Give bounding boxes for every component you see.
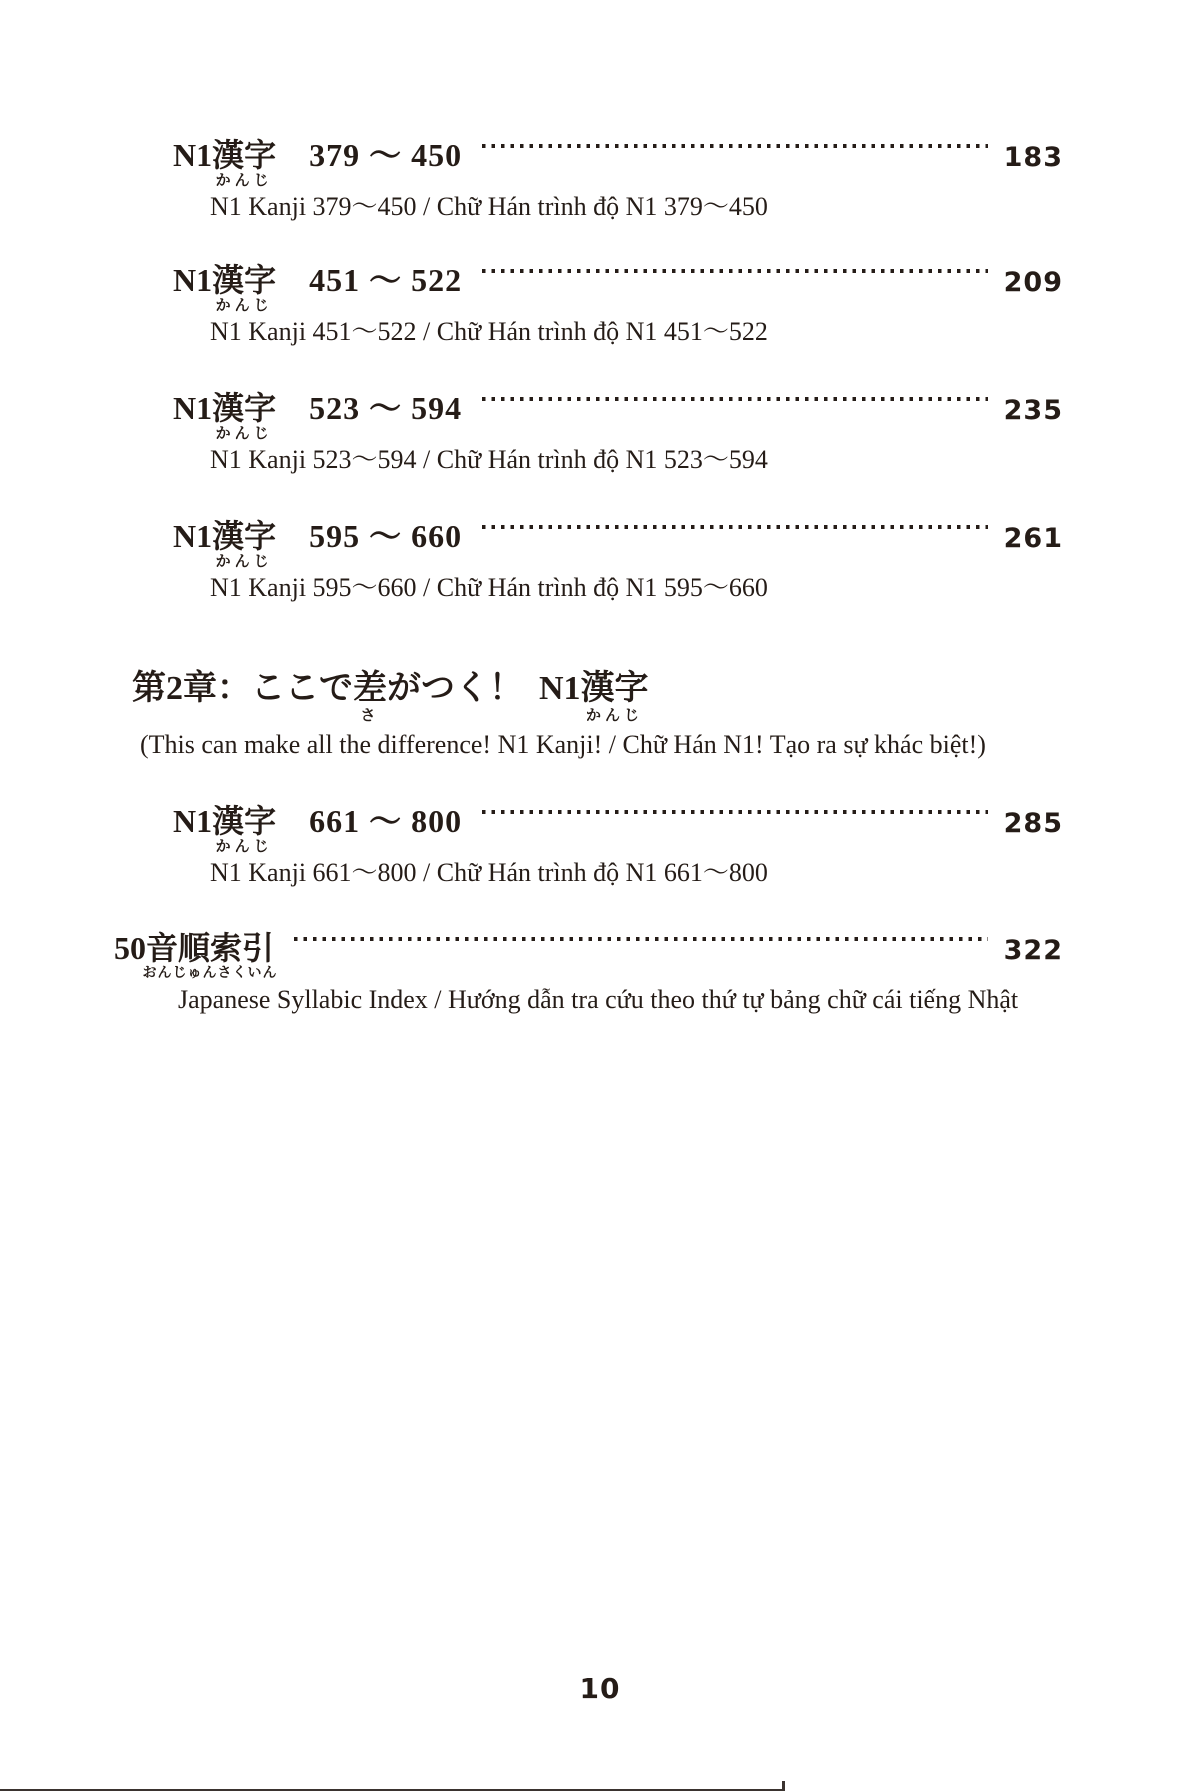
page-number: 261	[1003, 523, 1063, 554]
dot-leader	[482, 144, 987, 147]
toc-entry	[173, 137, 1063, 221]
entry-title-kanji: 漢字	[212, 137, 277, 173]
page-number: 235	[1003, 395, 1063, 426]
entry-title	[173, 262, 463, 314]
entry-subtitle: N1 Kanji 661〜800 / Chữ Hán trình độ N1 661〜800	[210, 858, 768, 887]
chapter-heading-block	[132, 670, 1092, 759]
entry-title	[173, 518, 463, 570]
entry-title-kanji: 漢字	[212, 803, 277, 839]
furigana: かんじ	[215, 298, 273, 314]
entry-subtitle: N1 Kanji 379〜450 / Chữ Hán trình độ N1 379〜450	[210, 192, 768, 221]
scan-edge-tick	[782, 1781, 785, 1791]
entry-title-kanji-ruby	[212, 518, 277, 570]
entry-title-kanji: 漢字	[212, 518, 277, 554]
entry-title	[173, 803, 463, 855]
entry-title-prefix: N1	[173, 262, 213, 298]
index-title-kanji-ruby	[142, 930, 278, 981]
index-title	[114, 930, 278, 981]
furigana: さ	[360, 708, 380, 724]
dot-leader	[482, 269, 987, 272]
index-title-prefix: 50	[114, 930, 146, 966]
toc-entry	[173, 390, 1063, 474]
chapter-kanji-ruby	[580, 670, 649, 724]
dot-leader	[482, 810, 987, 813]
toc-entry-title-row	[173, 262, 1063, 314]
entry-title-range: 379 〜 450	[309, 137, 463, 173]
entry-title-kanji-ruby	[212, 262, 277, 314]
dot-leader	[482, 397, 987, 400]
furigana: かんじ	[215, 839, 273, 855]
entry-title-prefix: N1	[173, 803, 213, 839]
entry-title-kanji: 漢字	[212, 390, 277, 426]
entry-title-prefix: N1	[173, 137, 213, 173]
entry-title-prefix: N1	[173, 390, 213, 426]
entry-subtitle: N1 Kanji 595〜660 / Chữ Hán trình độ N1 595〜660	[210, 573, 768, 602]
entry-title-kanji: 漢字	[212, 262, 277, 298]
entry-title-prefix: N1	[173, 518, 213, 554]
footer-page-number: 10	[579, 1672, 621, 1705]
toc-entry	[173, 803, 1063, 887]
toc-entry-index	[114, 930, 1063, 1014]
furigana: かんじ	[586, 708, 644, 724]
entry-title-range: 595 〜 660	[309, 518, 463, 554]
entry-title-kanji-ruby	[212, 137, 277, 189]
toc-entry-title-row	[173, 518, 1063, 570]
dot-leader	[294, 937, 988, 940]
entry-title-range: 451 〜 522	[309, 262, 463, 298]
entry-title-range: 523 〜 594	[309, 390, 463, 426]
entry-subtitle: N1 Kanji 451〜522 / Chữ Hán trình độ N1 451〜522	[210, 317, 768, 346]
toc-entry-title-row	[173, 803, 1063, 855]
page-number: 322	[1003, 935, 1063, 966]
chapter-kanji: 漢字	[580, 670, 649, 707]
toc-entry-title-row	[114, 930, 1063, 981]
furigana: おんじゅんさくいん	[142, 966, 278, 981]
toc-entry-title-row	[173, 390, 1063, 442]
entry-title	[173, 137, 463, 189]
page-number: 285	[1003, 808, 1063, 839]
furigana: かんじ	[215, 554, 273, 570]
chapter-n1: N1	[539, 670, 581, 707]
chapter-heading-mid: がつく！	[387, 670, 523, 707]
chapter-translation-note: (This can make all the difference! N1 Kanji! / Chữ Hán N1! Tạo ra sự khác biệt!)	[140, 730, 986, 759]
entry-title	[173, 390, 463, 442]
dot-leader	[482, 525, 987, 528]
scan-edge-line	[0, 1789, 784, 1791]
toc-entry	[173, 262, 1063, 346]
furigana: かんじ	[215, 426, 273, 442]
entry-subtitle: Japanese Syllabic Index / Hướng dẫn tra cứu theo thứ tự bảng chữ cái tiếng Nhật	[178, 985, 1019, 1014]
page-number: 209	[1003, 267, 1063, 298]
toc-entry	[173, 518, 1063, 602]
chapter-heading-pre: 第2章：ここで	[132, 670, 353, 707]
furigana: かんじ	[215, 173, 273, 189]
index-title-kanji: 音順索引	[146, 930, 275, 966]
entry-title-range: 661 〜 800	[309, 803, 463, 839]
chapter-sa-kanji: 差	[353, 670, 387, 707]
chapter-heading	[132, 670, 1092, 724]
entry-title-kanji-ruby	[212, 390, 277, 442]
toc-entry-title-row	[173, 137, 1063, 189]
entry-title-kanji-ruby	[212, 803, 277, 855]
page-number: 183	[1003, 142, 1063, 173]
chapter-sa-ruby	[353, 670, 387, 724]
entry-subtitle: N1 Kanji 523〜594 / Chữ Hán trình độ N1 523〜594	[210, 445, 768, 474]
